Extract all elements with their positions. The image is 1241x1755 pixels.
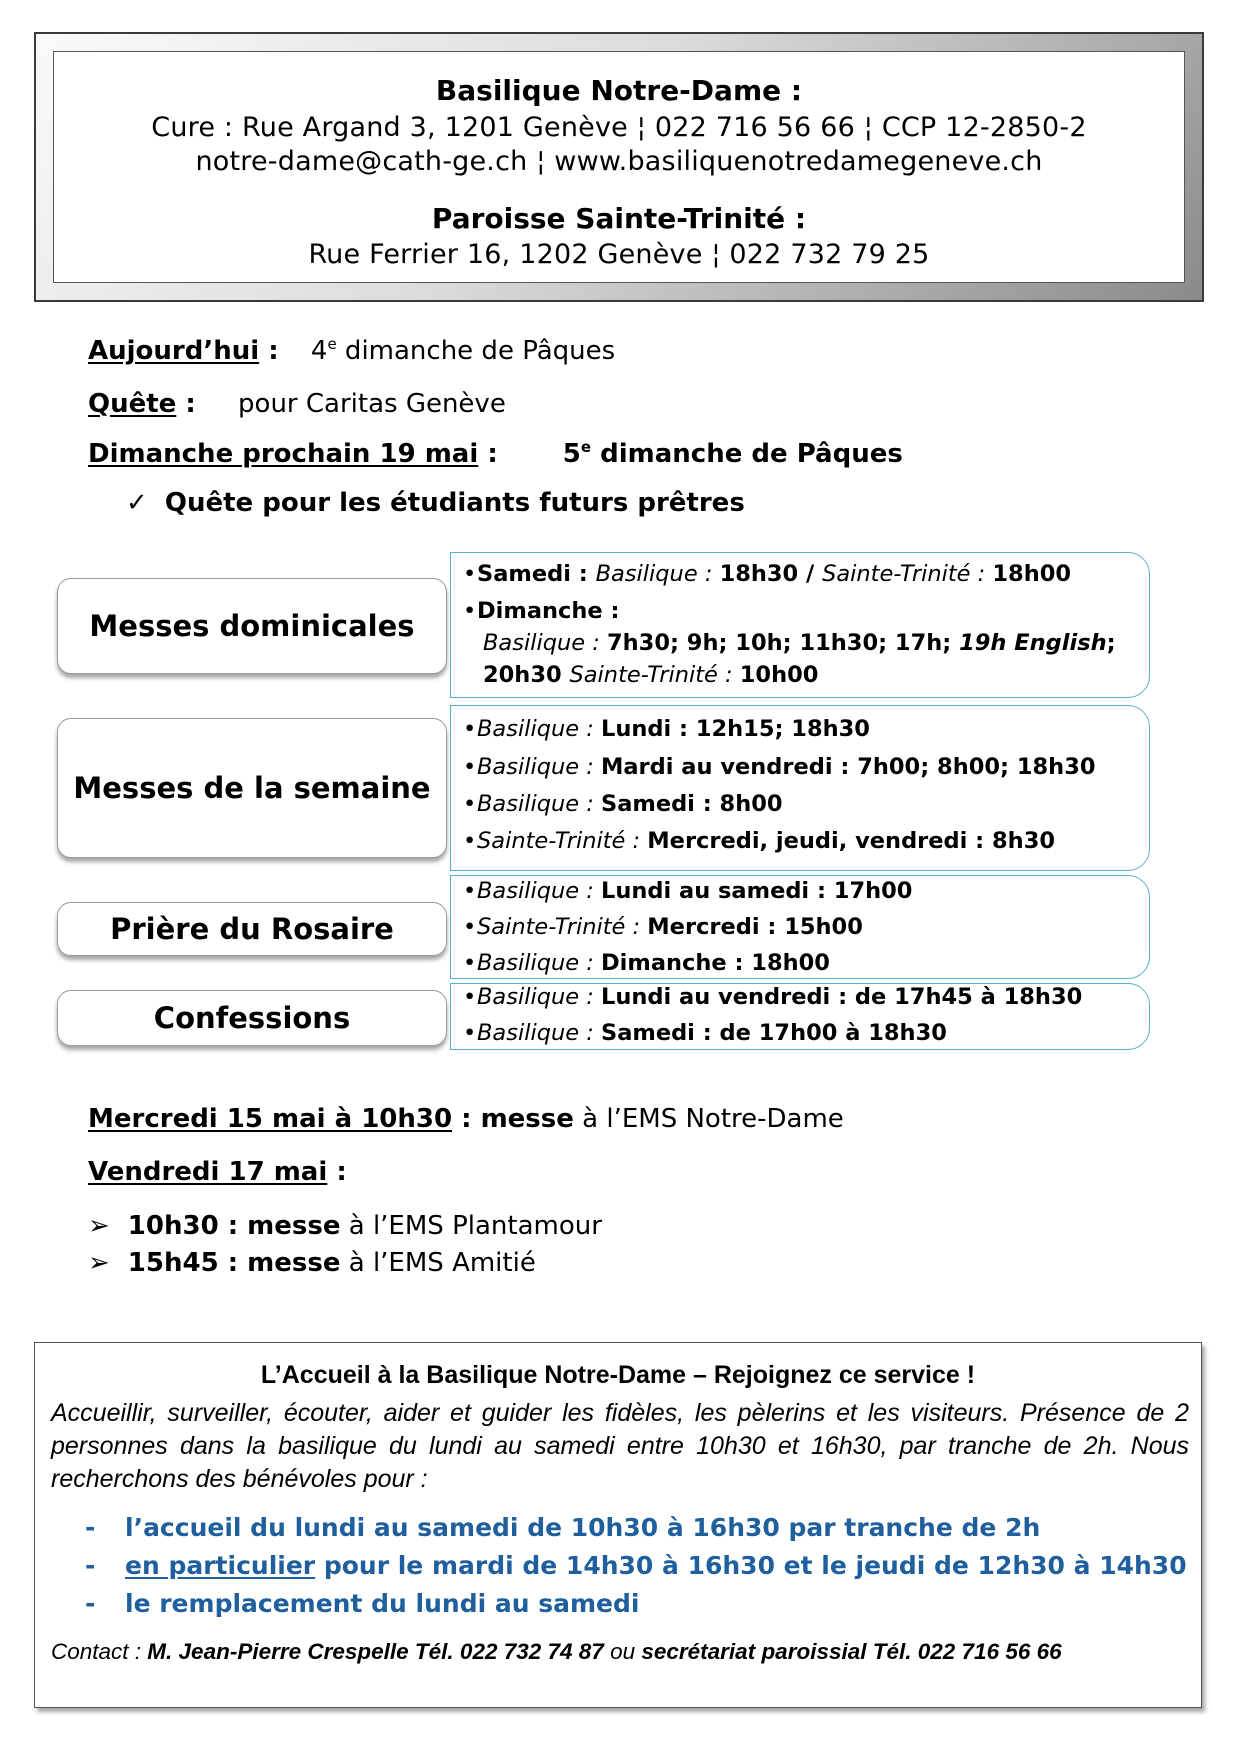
bullet: • [463,984,477,1010]
event-item [88,1211,602,1241]
row-text: Mercredi, jeudi, vendredi : 8h30 [647,828,1055,854]
row-dimanche-trinite [483,662,818,688]
row-place: Basilique : [477,754,601,780]
paroisse-address: Rue Ferrier 16, 1202 Genève ¦ 022 732 79 25 [308,239,930,270]
row-time-english: 19h English [959,630,1107,656]
row-place: Sainte-Trinité : [477,828,648,854]
contact-label: Contact : [51,1639,148,1664]
contact-secretariat: secrétariat paroissial Tél. 022 716 56 66 [641,1639,1062,1664]
accueil-box [34,1342,1202,1708]
box-confessions [450,983,1150,1050]
quete-note-text: Quête pour les étudiants futurs prêtres [164,488,745,518]
accueil-item-emphasis: en particulier [125,1551,316,1580]
event-item [88,1248,536,1278]
row-time: 18h30 / [719,561,823,587]
bullet: • [463,914,477,940]
label-messes-semaine: Messes de la semaine [57,718,447,858]
today-line [88,336,615,366]
row-place: Basilique : [477,984,601,1010]
event-mercredi [88,1104,844,1134]
quete-label: Quête [88,389,177,419]
dash: - [85,1589,96,1618]
today-sep: : [259,336,279,366]
contact-name: M. Jean-Pierre Crespelle Tél. 022 732 74 87 [147,1639,604,1664]
basilique-title: Basilique Notre-Dame : [435,74,803,107]
row-place: Basilique : [477,950,601,976]
row-rosaire [463,878,912,904]
bullet: • [463,754,477,780]
dash: - [85,1513,96,1542]
bullet: • [463,561,477,587]
arrow-icon: ➢ [88,1248,110,1278]
label-confessions: Confessions [57,990,447,1046]
box-messes-semaine [450,705,1150,871]
row-rosaire [463,914,863,940]
basilique-contact: notre-dame@cath-ge.ch ¦ www.basiliquenotredamegeneve.ch [195,146,1043,177]
row-place: Sainte-Trinité : [477,914,648,940]
event-mercredi-bold: : messe [452,1104,574,1134]
quete-note-line [126,488,745,518]
row-text: Mardi au vendredi : 7h00; 8h00; 18h30 [600,754,1096,780]
row-text: Lundi au samedi : 17h00 [600,878,913,904]
row-place: Sainte-Trinité : [569,662,740,688]
bullet: • [463,878,477,904]
header-frame [34,32,1204,302]
event-vendredi-date: Vendredi 17 mai [88,1157,328,1187]
box-messes-dominicales [450,552,1150,698]
row-semaine [463,716,870,742]
row-text: Samedi : 8h00 [600,791,783,817]
row-time: 20h30 [483,662,570,688]
today-text: dimanche de Pâques [336,336,616,366]
accueil-item-text: pour le mardi de 14h30 à 16h30 et le jeudi de 12h30 à 14h30 [315,1551,1187,1580]
event-item-text: à l’EMS Plantamour [340,1211,602,1241]
row-time: 18h00 [992,561,1072,587]
quete-text: pour Caritas Genève [238,389,506,419]
row-place: Basilique : [477,1020,601,1046]
event-item-text: à l’EMS Amitié [340,1248,536,1278]
accueil-item [85,1513,1040,1542]
bullet: • [463,828,477,854]
row-text: Lundi au vendredi : de 17h45 à 18h30 [600,984,1083,1010]
today-sup: e [327,335,337,353]
event-vendredi-sep: : [327,1157,347,1187]
label-priere-rosaire: Prière du Rosaire [57,902,447,956]
row-day: Samedi : [477,561,596,587]
row-samedi [463,561,1071,587]
row-punct: ; [1106,630,1116,656]
header-panel [53,51,1185,283]
quete-sep: : [176,389,196,419]
row-dimanche [463,598,619,624]
row-time: 10h00 [739,662,819,688]
accueil-item-text: l’accueil du lundi au samedi de 10h30 à 16h30 par tranche de 2h [125,1513,1041,1542]
event-mercredi-text: à l’EMS Notre-Dame [573,1104,844,1134]
arrow-icon: ➢ [88,1211,110,1241]
next-sunday-sup: e [580,438,592,456]
next-sunday-sep: : [478,439,498,469]
row-text: Samedi : de 17h00 à 18h30 [600,1020,947,1046]
row-day: Dimanche : [477,598,620,624]
today-number: 4 [310,336,328,366]
row-place: Basilique : [477,716,601,742]
row-rosaire [463,950,830,976]
checkmark-icon: ✓ [126,488,148,518]
next-sunday-line [88,439,903,469]
contact-or: ou [603,1639,642,1664]
row-place: Sainte-Trinité : [822,561,993,587]
bullet: • [463,1020,477,1046]
row-place: Basilique : [477,878,601,904]
bullet: • [463,716,477,742]
row-place: Basilique : [595,561,720,587]
paroisse-title: Paroisse Sainte-Trinité : [431,202,807,235]
basilique-address: Cure : Rue Argand 3, 1201 Genève ¦ 022 716 56 66 ¦ CCP 12-2850-2 [151,112,1087,143]
event-mercredi-date: Mercredi 15 mai à 10h30 [88,1104,453,1134]
box-priere-rosaire [450,875,1150,979]
row-dimanche-basilique [483,630,1116,656]
accueil-item [85,1551,1187,1580]
label-messes-dominicales: Messes dominicales [57,578,447,674]
row-confessions [463,1020,947,1046]
bullet: • [463,950,477,976]
row-text: Dimanche : 18h00 [600,950,830,976]
row-semaine [463,754,1096,780]
event-item-bold: 10h30 : messe [127,1211,341,1241]
accueil-item-text: le remplacement du lundi au samedi [125,1589,640,1618]
row-place: Basilique : [483,630,607,656]
row-semaine [463,828,1055,854]
next-sunday-number: 5 [562,439,581,469]
row-text: Mercredi : 15h00 [647,914,863,940]
event-vendredi [88,1157,347,1187]
today-label: Aujourd’hui [88,336,260,366]
quete-line [88,389,506,419]
accueil-body: Accueillir, surveiller, écouter, aider et guider les fidèles, les pèlerins et les visiteurs. Présence de 2 personnes dans la basilique du lundi au samedi entre 10h30 et 16h30, par tranche de 2h. Nous recherchons des bénévoles pour : [51,1399,1189,1493]
accueil-title: L’Accueil à la Basilique Notre-Dame – Rejoignez ce service ! [260,1361,976,1389]
row-confessions [463,984,1082,1010]
next-sunday-label: Dimanche prochain 19 mai [88,439,479,469]
row-semaine [463,791,783,817]
dash: - [85,1551,96,1580]
bullet: • [463,791,477,817]
accueil-item [85,1589,639,1618]
accueil-contact [51,1639,1062,1665]
event-item-bold: 15h45 : messe [127,1248,341,1278]
next-sunday-text: dimanche de Pâques [591,439,903,469]
row-text: Lundi : 12h15; 18h30 [600,716,870,742]
row-time: 7h30; 9h; 10h; 11h30; 17h; [606,630,960,656]
bullet: • [463,598,477,624]
row-place: Basilique : [477,791,601,817]
